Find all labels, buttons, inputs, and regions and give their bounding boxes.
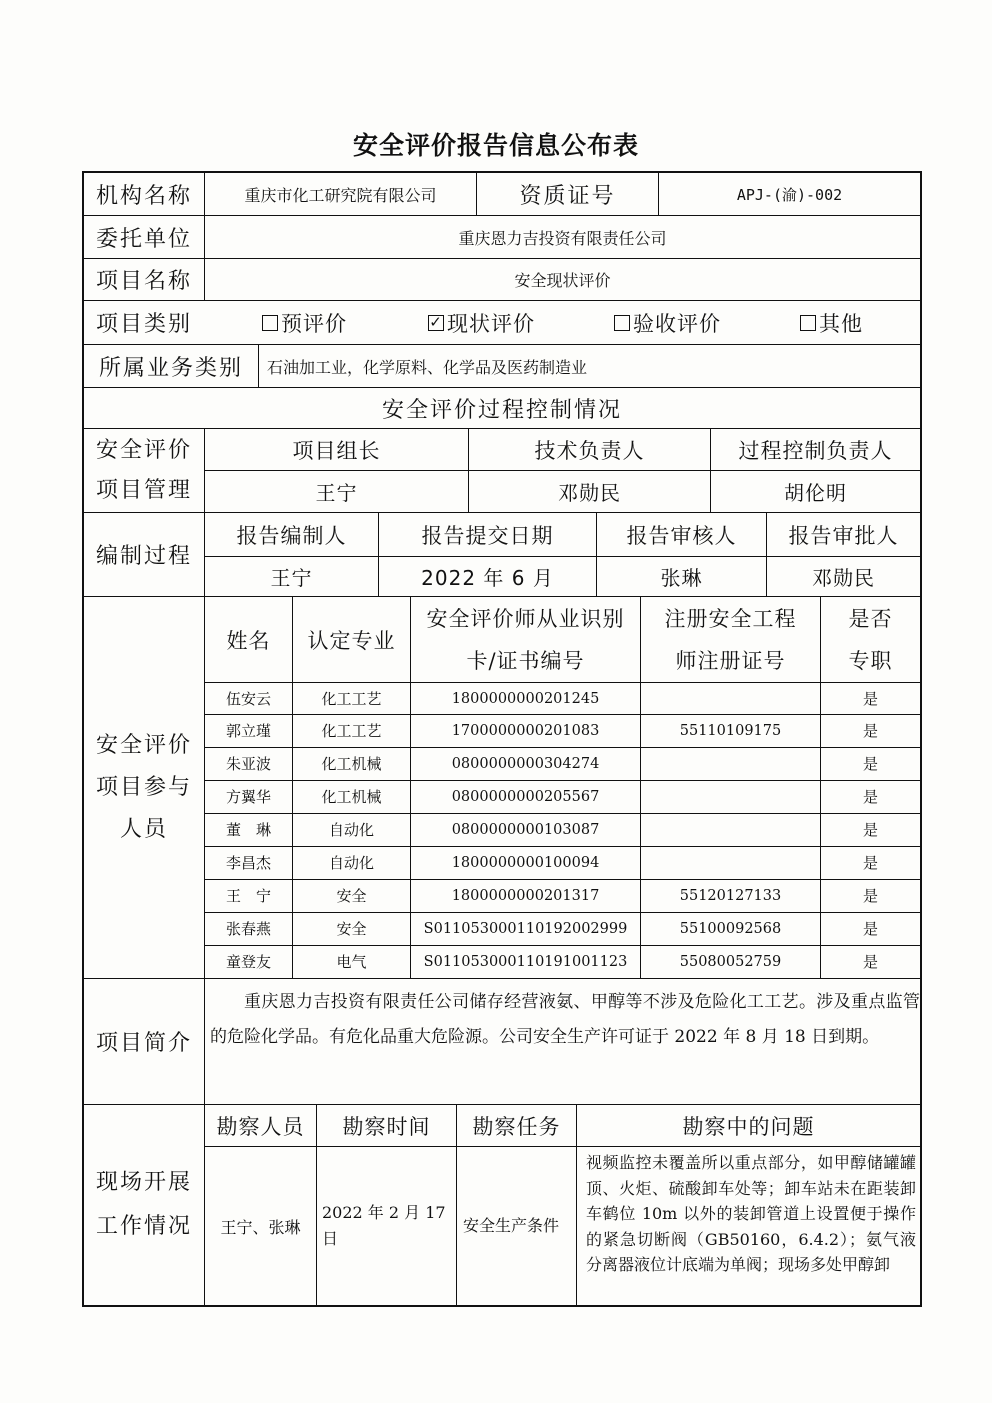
management-label xyxy=(84,429,204,512)
staff-cell-full: 是 xyxy=(862,755,878,773)
staff-label-line3: 人员 xyxy=(119,816,168,842)
compile-header-author: 报告编制人 xyxy=(236,523,347,548)
staff-cell-reg: 55100092568 xyxy=(679,920,782,937)
staff-cell-reg: 55120127133 xyxy=(679,887,782,904)
compile-header-approver: 报告审批人 xyxy=(788,523,899,548)
compile-header-date: 报告提交日期 xyxy=(421,523,554,548)
staff-cell-name: 伍安云 xyxy=(225,690,271,708)
staff-cell-major: 自动化 xyxy=(328,821,374,839)
project-name-value: 安全现状评价 xyxy=(514,271,611,290)
field-task: 安全生产条件 xyxy=(463,1216,560,1235)
staff-cell-full: 是 xyxy=(862,821,878,839)
staff-cell-reg xyxy=(641,847,820,878)
staff-cell-full: 是 xyxy=(862,887,878,905)
mgmt-value-tech: 邓勋民 xyxy=(558,481,621,505)
page-title: 安全评价报告信息公布表 xyxy=(352,131,639,160)
staff-cell-card: 0800000000103087 xyxy=(451,821,600,838)
staff-cell-card: 1700000000201083 xyxy=(451,722,600,739)
staff-header-reg xyxy=(641,597,820,682)
field-problems: 视频监控未覆盖所以重点部分，如甲醇储罐罐顶、火炬、硫酸卸车处等；卸车站未在距装卸车鹤位 10m 以外的装卸管道上设置便于操作的紧急切断阀（GB50160，6.4.2）；氨气液分离器液位计底端为单阀；现场多处甲醇卸 xyxy=(586,1153,916,1274)
staff-cell-full: 是 xyxy=(862,722,878,740)
staff-cell-full: 是 xyxy=(862,690,878,708)
staff-cell-reg xyxy=(641,781,820,812)
option-label: 其他 xyxy=(819,311,863,336)
field-people: 王宁、张琳 xyxy=(220,1217,301,1237)
field-label xyxy=(84,1105,204,1305)
checkbox-icon[interactable] xyxy=(800,315,816,331)
option-label: 现状评价 xyxy=(447,311,535,336)
field-header-people: 勘察人员 xyxy=(216,1114,305,1139)
management-label-line1: 安全评价 xyxy=(95,437,192,463)
field-label-line1: 现场开展 xyxy=(95,1170,192,1195)
option-label: 预评价 xyxy=(281,311,347,336)
staff-header-card-line2: 卡/证书编号 xyxy=(466,648,585,673)
mgmt-value-leader: 王宁 xyxy=(315,481,358,505)
checkbox-checked-icon[interactable]: ✓ xyxy=(429,312,443,331)
staff-cell-reg: 55080052759 xyxy=(679,953,782,970)
staff-cell-reg xyxy=(641,814,820,845)
staff-header-fulltime xyxy=(821,597,920,682)
staff-cell-major: 电气 xyxy=(336,953,367,971)
staff-cell-name: 方翼华 xyxy=(225,788,271,806)
cert-label: 资质证号 xyxy=(519,183,616,209)
staff-cell-card: S011053000110191001123 xyxy=(423,953,628,970)
staff-label-line1: 安全评价 xyxy=(95,732,192,758)
cert-value: APJ-(渝)-002 xyxy=(736,185,843,204)
staff-header-card-line1: 安全评价师从业识别 xyxy=(426,606,625,631)
staff-header-reg-line2: 师注册证号 xyxy=(675,648,786,673)
summary-label: 项目简介 xyxy=(95,1031,192,1056)
staff-cell-reg xyxy=(641,683,820,714)
staff-cell-major: 安全 xyxy=(336,920,367,938)
staff-cell-full: 是 xyxy=(862,953,878,971)
summary-text: 重庆恩力吉投资有限责任公司储存经营液氨、甲醇等不涉及危险化工工艺。涉及重点监管的危险化学品。有危化品重大危险源。公司安全生产许可证于 2022 年 8 月 18 日到期。 xyxy=(210,992,920,1047)
staff-cell-name: 李昌杰 xyxy=(225,854,271,872)
staff-header-card xyxy=(411,597,640,682)
field-label-line2: 工作情况 xyxy=(95,1214,192,1239)
org-value: 重庆市化工研究院有限公司 xyxy=(244,185,437,205)
staff-cell-reg: 55110109175 xyxy=(679,722,782,739)
staff-cell-name: 董 琳 xyxy=(225,821,271,839)
staff-cell-major: 自动化 xyxy=(328,854,374,872)
compile-header-reviewer: 报告审核人 xyxy=(626,523,737,548)
staff-cell-full: 是 xyxy=(862,920,878,938)
staff-cell-major: 化工工艺 xyxy=(321,722,382,740)
staff-cell-card: 0800000000205567 xyxy=(451,788,600,805)
staff-cell-name: 郭立瑾 xyxy=(225,722,271,740)
mgmt-header-leader: 项目组长 xyxy=(292,438,381,463)
staff-label xyxy=(84,597,204,978)
client-label: 委托单位 xyxy=(95,226,192,252)
staff-cell-name: 王 宁 xyxy=(225,887,271,905)
process-header: 安全评价过程控制情况 xyxy=(381,397,622,423)
staff-header-fulltime-line2: 专职 xyxy=(848,648,893,673)
field-time: 2022 年 2 月 17 日 xyxy=(322,1203,446,1248)
business-label: 所属业务类别 xyxy=(98,355,243,381)
option-pre-eval[interactable] xyxy=(262,301,392,344)
mgmt-value-process: 胡伦明 xyxy=(784,481,847,505)
business-value: 石油加工业，化学原料、化学品及医药制造业 xyxy=(267,357,588,377)
field-header-task: 勘察任务 xyxy=(472,1114,561,1139)
staff-cell-name: 童登友 xyxy=(225,953,271,971)
staff-cell-card: 0800000000304274 xyxy=(451,755,600,772)
mgmt-header-tech: 技术负责人 xyxy=(534,438,645,463)
project-type-label: 项目类别 xyxy=(95,312,192,337)
mgmt-header-process: 过程控制负责人 xyxy=(738,438,893,463)
staff-cell-card: S011053000110192002999 xyxy=(423,920,628,937)
option-label: 验收评价 xyxy=(633,311,721,336)
staff-cell-major: 化工机械 xyxy=(321,788,382,806)
staff-cell-full: 是 xyxy=(862,788,878,806)
field-header-time: 勘察时间 xyxy=(342,1114,431,1139)
compile-value-approver: 邓勋民 xyxy=(812,566,875,590)
staff-cell-card: 1800000000201245 xyxy=(451,690,600,707)
staff-cell-major: 化工工艺 xyxy=(321,690,382,708)
staff-cell-major: 化工机械 xyxy=(321,755,382,773)
org-label: 机构名称 xyxy=(95,183,192,209)
checkbox-icon[interactable] xyxy=(262,315,278,331)
field-header-problems: 勘察中的问题 xyxy=(682,1114,815,1139)
staff-cell-card: 1800000000201317 xyxy=(451,887,600,904)
staff-cell-card: 1800000000100094 xyxy=(451,854,600,871)
staff-header-reg-line1: 注册安全工程 xyxy=(664,606,797,631)
staff-label-line2: 项目参与 xyxy=(95,774,192,800)
option-status-eval[interactable] xyxy=(428,301,578,344)
option-acceptance-eval[interactable] xyxy=(614,301,764,344)
compile-value-date: 2022 年 6 月 xyxy=(421,566,554,590)
compile-label: 编制过程 xyxy=(95,544,192,569)
staff-cell-name: 张春燕 xyxy=(225,920,271,938)
management-label-line2: 项目管理 xyxy=(95,477,192,503)
staff-cell-reg xyxy=(641,748,820,779)
checkbox-icon[interactable] xyxy=(614,315,630,331)
staff-cell-name: 朱亚波 xyxy=(225,755,271,773)
compile-value-author: 王宁 xyxy=(270,566,313,590)
staff-header-major: 认定专业 xyxy=(307,628,396,653)
staff-header-fulltime-line1: 是否 xyxy=(848,606,893,631)
staff-header-name: 姓名 xyxy=(226,628,271,653)
client-value: 重庆恩力吉投资有限责任公司 xyxy=(458,228,667,248)
compile-value-reviewer: 张琳 xyxy=(660,566,703,590)
staff-cell-full: 是 xyxy=(862,854,878,872)
staff-cell-major: 安全 xyxy=(336,887,367,905)
project-name-label: 项目名称 xyxy=(95,269,192,294)
option-other[interactable] xyxy=(800,301,910,344)
